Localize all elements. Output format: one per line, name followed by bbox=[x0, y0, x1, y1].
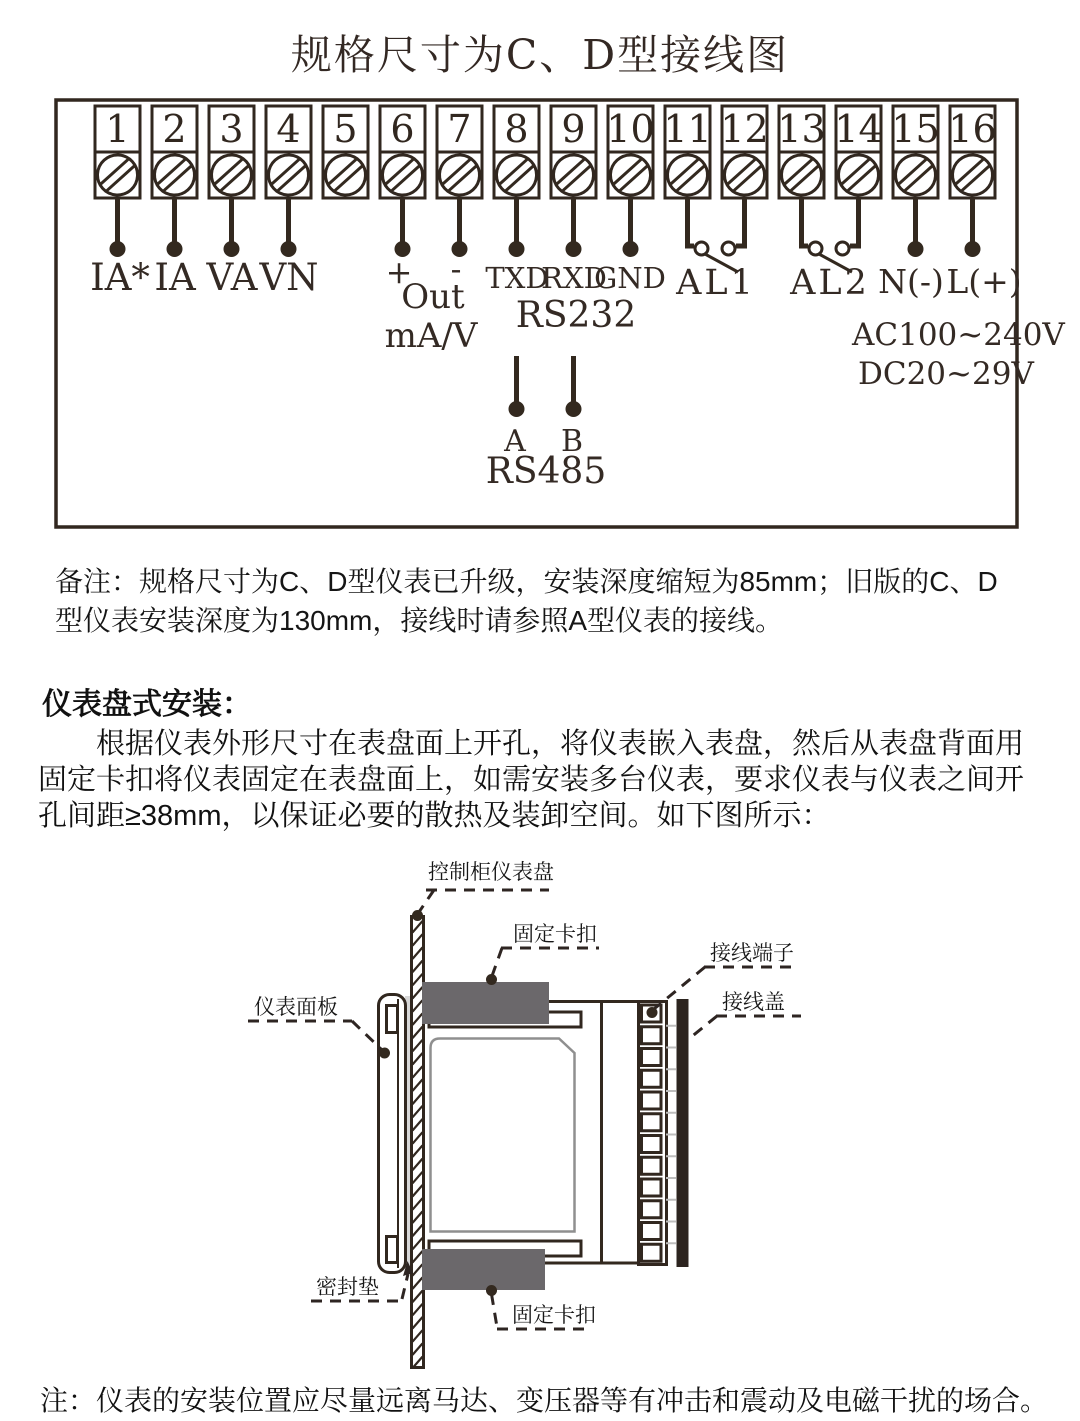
label-ma-v: mA/V bbox=[384, 316, 478, 356]
svg-text:9: 9 bbox=[561, 107, 586, 151]
label-terminal-block: 接线端子 bbox=[710, 942, 794, 965]
terminal-9 bbox=[545, 106, 601, 203]
wire-ia-star bbox=[110, 198, 126, 257]
svg-text:2: 2 bbox=[162, 107, 187, 151]
label-ia: IA bbox=[154, 256, 196, 299]
wire-rxd bbox=[566, 198, 582, 257]
wire-vn bbox=[281, 198, 297, 257]
wire-txd bbox=[509, 198, 525, 257]
label-gnd: GND bbox=[594, 261, 666, 295]
terminal-16 bbox=[944, 106, 1000, 203]
label-rs485: RS485 bbox=[485, 451, 607, 492]
terminal-8 bbox=[488, 106, 544, 203]
label-al2: AL2 bbox=[790, 263, 870, 303]
svg-text:15: 15 bbox=[891, 107, 940, 151]
label-va: VA bbox=[206, 256, 258, 299]
label-wiring-cover: 接线盖 bbox=[722, 991, 785, 1014]
svg-text:10: 10 bbox=[606, 107, 655, 151]
label-rs485-a: A bbox=[504, 424, 526, 459]
wire-rs485-b bbox=[566, 356, 582, 417]
page-title: 规格尺寸为C、D型接线图 bbox=[290, 31, 790, 79]
terminal-6 bbox=[374, 106, 430, 203]
label-out: Out bbox=[401, 277, 465, 317]
label-gasket: 密封垫 bbox=[316, 1276, 379, 1299]
display-window bbox=[431, 1039, 575, 1232]
terminal-15 bbox=[887, 106, 943, 203]
cabinet-panel bbox=[412, 917, 424, 1369]
bottom-note: 注：仪表的安装位置应尽量远离马达、变压器等有冲击和震动及电磁干扰的场合。 bbox=[40, 1385, 1049, 1416]
wire-ia bbox=[167, 198, 183, 257]
wire-n bbox=[908, 198, 924, 257]
svg-text:6: 6 bbox=[390, 107, 415, 151]
wire-va bbox=[224, 198, 240, 257]
terminal-13 bbox=[773, 106, 829, 203]
svg-text:11: 11 bbox=[663, 107, 712, 151]
terminal-4 bbox=[260, 106, 316, 203]
relay-contact-al1 bbox=[688, 198, 745, 272]
svg-text:16: 16 bbox=[948, 107, 997, 151]
svg-text:13: 13 bbox=[777, 107, 826, 151]
terminal-row bbox=[89, 106, 1000, 203]
label-cabinet-panel: 控制柜仪表盘 bbox=[428, 861, 554, 884]
terminal-14 bbox=[830, 106, 886, 203]
label-vn: VN bbox=[259, 256, 319, 299]
terminal-12 bbox=[716, 106, 772, 203]
label-plus: + bbox=[385, 253, 413, 291]
section-heading: 仪表盘式安装： bbox=[42, 688, 252, 721]
label-minus: - bbox=[450, 250, 462, 288]
wire-out-plus bbox=[395, 198, 411, 257]
mounting-diagram bbox=[248, 861, 801, 1368]
label-al1: AL1 bbox=[676, 263, 756, 303]
terminal-7 bbox=[431, 106, 487, 203]
label-rs232: RS232 bbox=[515, 295, 637, 336]
remark-text: 备注：规格尺寸为C、D型仪表已升级，安装深度缩短为85mm；旧版的C、D型仪表安装深度为130mm，接线时请参照A型仪表的接线。 bbox=[55, 566, 998, 636]
svg-text:14: 14 bbox=[834, 107, 883, 151]
label-dc-range: DC20~29V bbox=[858, 356, 1034, 392]
terminal-1 bbox=[89, 106, 145, 203]
svg-text:5: 5 bbox=[333, 107, 358, 151]
relay-contact-al2 bbox=[802, 198, 859, 272]
terminal-5 bbox=[317, 106, 373, 203]
label-ia-star: IA* bbox=[90, 256, 150, 299]
wiring-cover bbox=[677, 999, 689, 1267]
terminal-3 bbox=[203, 106, 259, 203]
label-fixing-clip-bottom: 固定卡扣 bbox=[512, 1304, 596, 1327]
svg-text:3: 3 bbox=[219, 107, 244, 151]
svg-text:7: 7 bbox=[447, 107, 472, 151]
wiring-diagram bbox=[56, 100, 1065, 527]
label-txd: TXD bbox=[485, 261, 549, 295]
label-rxd: RXD bbox=[541, 261, 607, 295]
label-front-panel: 仪表面板 bbox=[254, 996, 338, 1019]
svg-text:8: 8 bbox=[504, 107, 529, 151]
label-ac-range: AC100~240V bbox=[852, 317, 1065, 353]
meter-body bbox=[424, 1001, 667, 1263]
terminal-10 bbox=[602, 106, 658, 203]
wire-rs485-a bbox=[509, 356, 525, 417]
label-l-plus: L(+) bbox=[946, 262, 1022, 301]
wire-gnd bbox=[623, 198, 639, 257]
mounting-paragraph: 根据仪表外形尺寸在表盘面上开孔，将仪表嵌入表盘，然后从表盘背面用固定卡扣将仪表固定在表盘面上，如需安装多台仪表，要求仪表与仪表之间开孔间距≥38mm，以保证必要的散热及装卸空间。如下图所示： bbox=[38, 728, 1025, 832]
terminal-block bbox=[639, 1002, 677, 1265]
fixing-clip-top bbox=[422, 982, 549, 1024]
svg-text:12: 12 bbox=[720, 107, 769, 151]
front-panel-bezel bbox=[379, 995, 406, 1273]
label-fixing-clip-top: 固定卡扣 bbox=[513, 923, 597, 946]
svg-text:1: 1 bbox=[105, 107, 130, 151]
terminal-2 bbox=[146, 106, 202, 203]
terminal-11 bbox=[659, 106, 715, 203]
wire-l bbox=[965, 198, 981, 257]
label-rs485-b: B bbox=[560, 424, 584, 459]
wire-out-minus bbox=[452, 198, 468, 257]
label-n-minus: N(-) bbox=[878, 262, 944, 301]
svg-text:4: 4 bbox=[276, 107, 301, 151]
fixing-clip-bottom bbox=[422, 1249, 545, 1290]
